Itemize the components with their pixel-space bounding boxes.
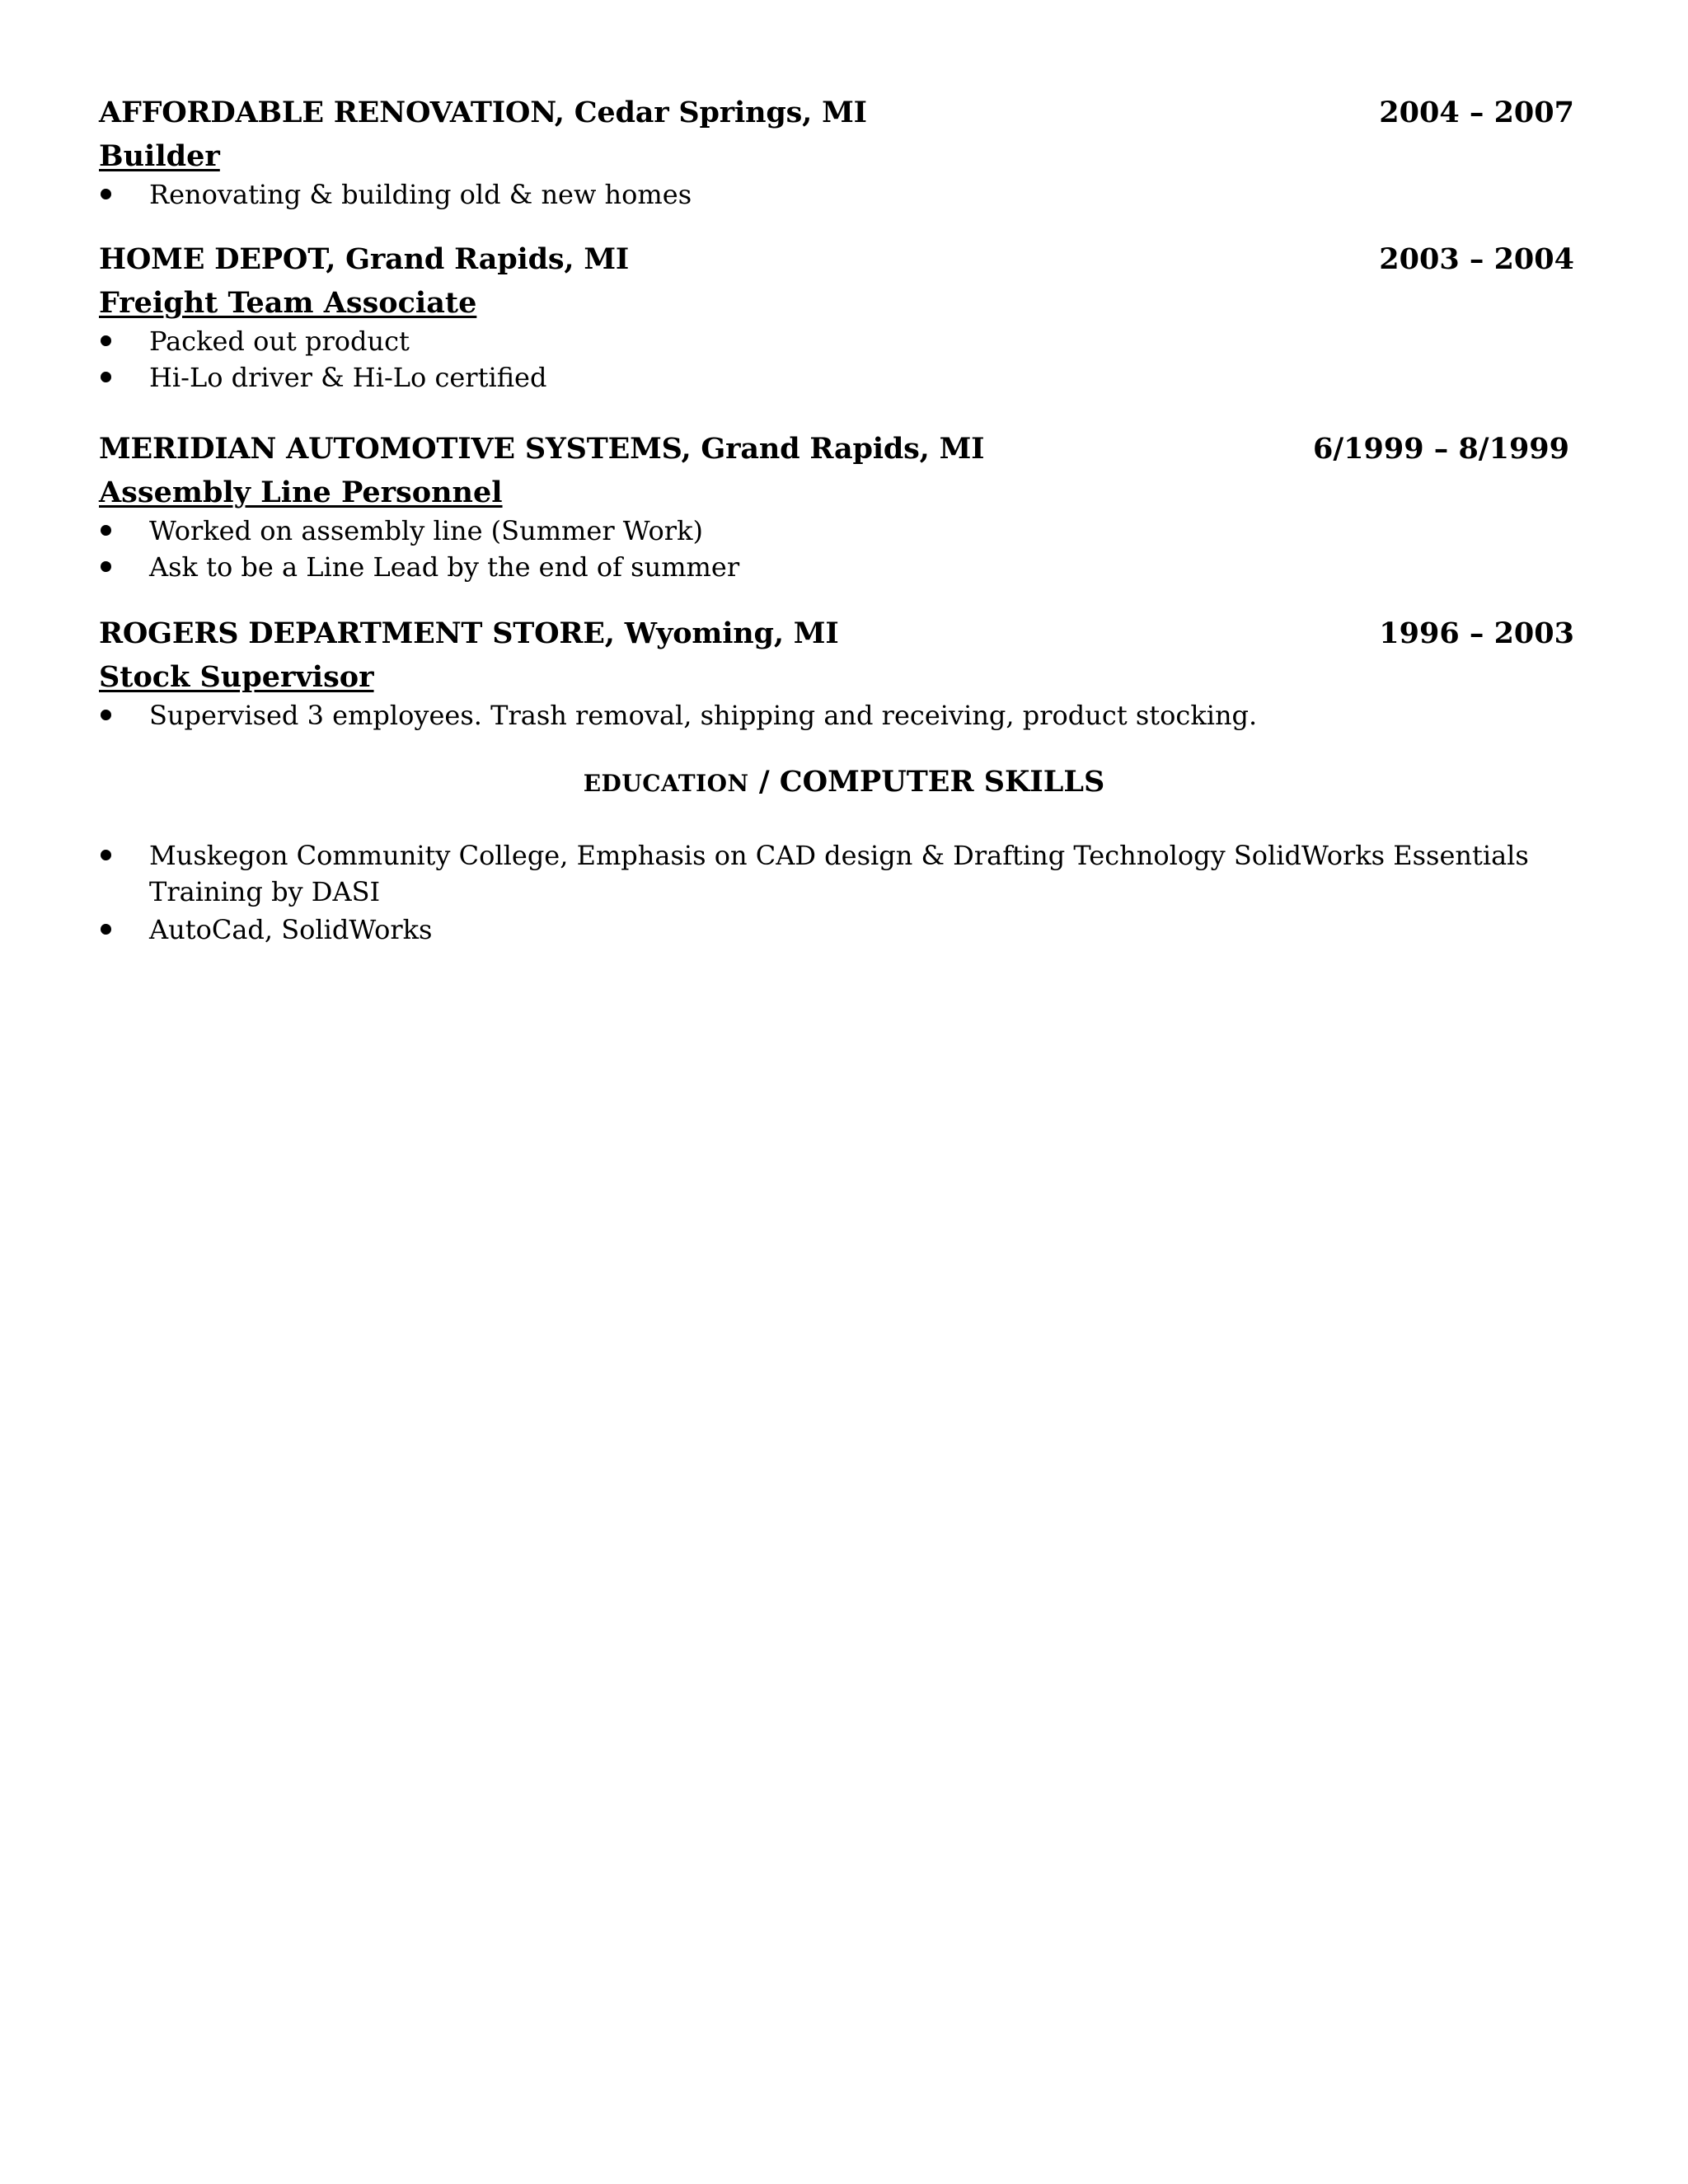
employment-dates: 6/1999 – 8/1999: [1313, 432, 1569, 466]
list-item: [99, 837, 1550, 910]
bullet-icon: [101, 525, 111, 536]
company-name: ROGERS DEPARTMENT STORE, Wyoming, MI: [99, 616, 839, 650]
employment-dates: 1996 – 2003: [1379, 616, 1574, 650]
job-title: Builder: [99, 139, 220, 173]
list-item: [99, 323, 1574, 359]
job-header: [99, 242, 1574, 284]
bullet-text: Muskegon Community College, Emphasis on CAD design & Drafting Technology SolidWorks Essentials Training by DASI: [149, 840, 1529, 907]
job-entry-meridian-automotive: [99, 432, 1574, 585]
bullet-icon: [101, 561, 111, 572]
list-item: [99, 549, 1574, 585]
list-item: [99, 912, 1574, 948]
bullet-icon: [101, 924, 111, 935]
education-heading: EDUCATION: [583, 770, 749, 797]
bullet-text: Supervised 3 employees. Trash removal, shipping and receiving, product stocking.: [149, 700, 1258, 731]
education-skills-heading: [0, 765, 1688, 799]
bullet-icon: [101, 189, 111, 199]
job-header: [99, 432, 1574, 473]
education-bullets: [99, 837, 1574, 948]
bullet-icon: [101, 372, 111, 382]
job-entry-home-depot: [99, 242, 1574, 396]
job-bullets: [99, 176, 1574, 213]
bullet-text: Packed out product: [149, 326, 410, 357]
job-entry-affordable-renovation: [99, 96, 1574, 213]
job-bullets: [99, 697, 1574, 733]
job-bullets: [99, 323, 1574, 396]
job-header: [99, 616, 1574, 658]
employment-dates: 2004 – 2007: [1379, 96, 1574, 129]
employment-dates: 2003 – 2004: [1379, 242, 1574, 276]
job-header: [99, 96, 1574, 137]
bullet-text: Worked on assembly line (Summer Work): [149, 515, 703, 546]
bullet-text: Hi-Lo driver & Hi-Lo certified: [149, 362, 547, 393]
list-item: [99, 513, 1574, 549]
bullet-text: Renovating & building old & new homes: [149, 179, 692, 210]
job-bullets: [99, 513, 1574, 585]
company-name: AFFORDABLE RENOVATION, Cedar Springs, MI: [99, 96, 867, 129]
bullet-text: AutoCad, SolidWorks: [149, 914, 433, 945]
bullet-icon: [101, 850, 111, 860]
list-item: [99, 176, 1574, 213]
computer-skills-heading: COMPUTER SKILLS: [779, 765, 1105, 799]
job-entry-rogers-department-store: [99, 616, 1574, 733]
company-name: HOME DEPOT, Grand Rapids, MI: [99, 242, 630, 276]
job-title: Freight Team Associate: [99, 286, 477, 320]
job-title: Assembly Line Personnel: [99, 476, 503, 509]
heading-separator: /: [748, 765, 780, 799]
bullet-icon: [101, 710, 111, 720]
company-name: MERIDIAN AUTOMOTIVE SYSTEMS, Grand Rapids, MI: [99, 432, 985, 466]
education-skills-section: [99, 837, 1574, 948]
list-item: [99, 697, 1574, 733]
job-title: Stock Supervisor: [99, 660, 374, 694]
bullet-text: Ask to be a Line Lead by the end of summer: [149, 551, 740, 583]
bullet-icon: [101, 335, 111, 346]
list-item: [99, 359, 1574, 396]
